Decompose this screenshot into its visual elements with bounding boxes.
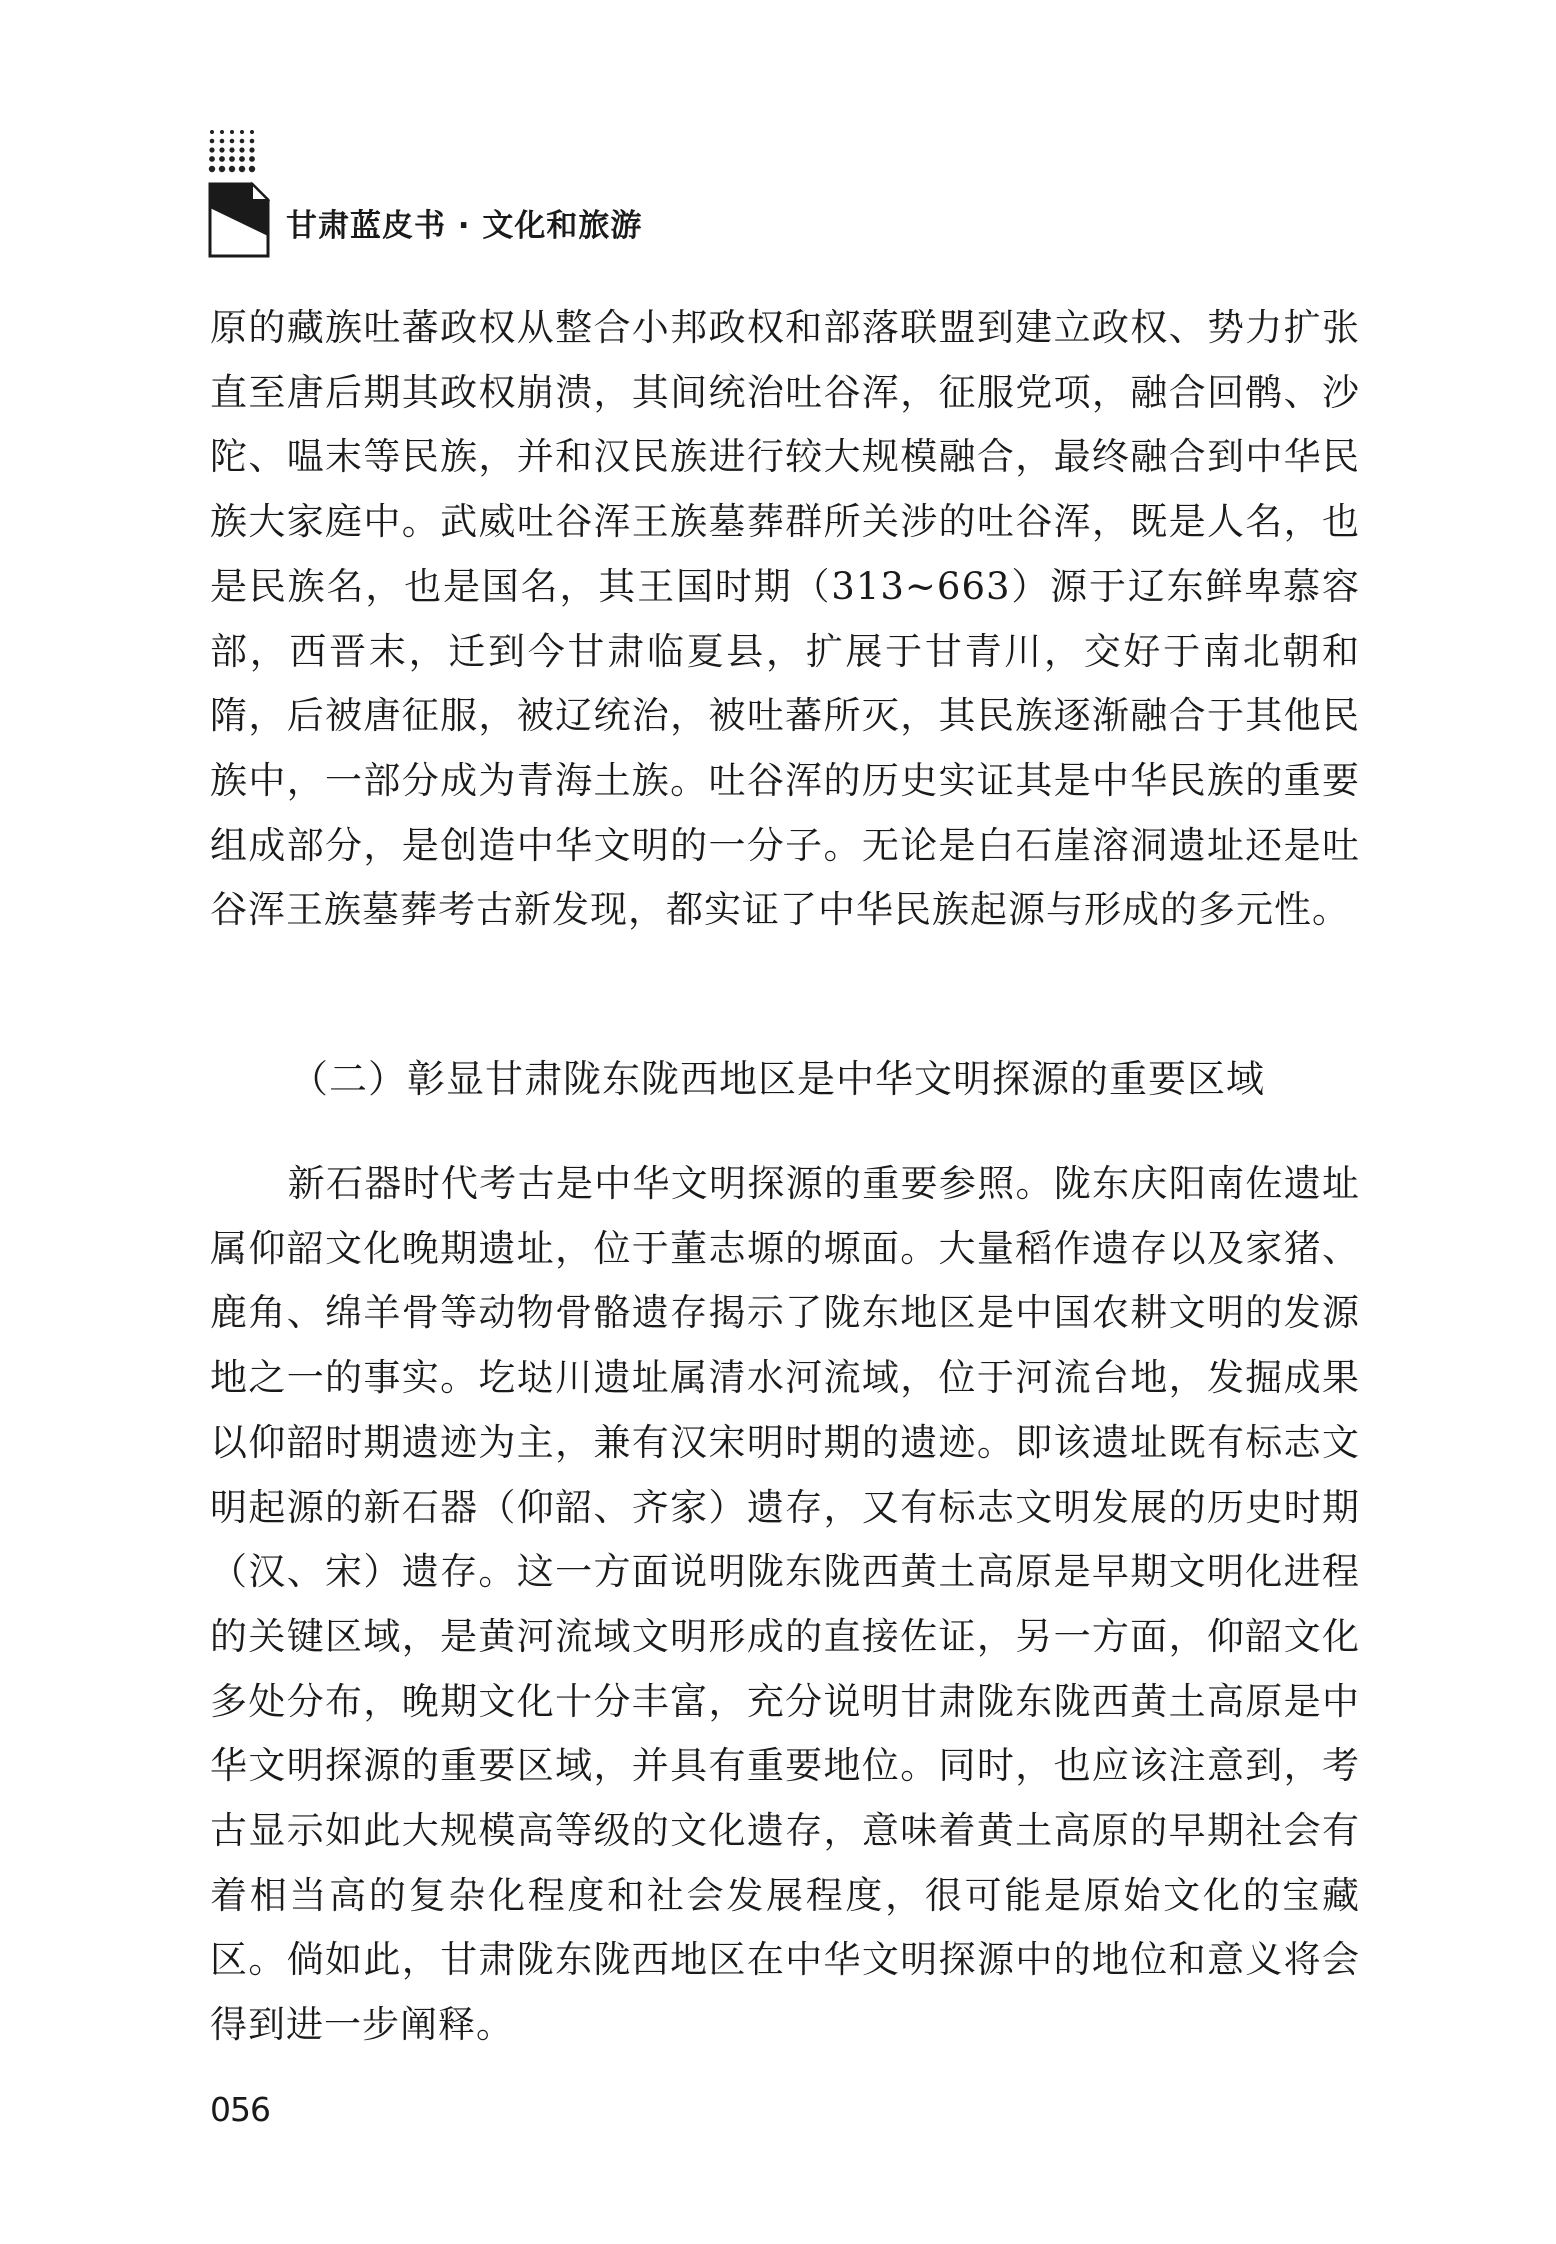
header-title: 甘肃蓝皮书 · 文化和旅游 — [286, 208, 643, 244]
page-number: 056 — [210, 2090, 270, 2129]
book-corner-icon — [208, 180, 270, 258]
body-paragraph-block-2 — [210, 1152, 1360, 2058]
dot-grid-icon — [208, 128, 262, 178]
running-header — [208, 128, 808, 258]
body-paragraph: 新石器时代考古是中华文明探源的重要参照。陇东庆阳南佐遗址属仰韶文化晚期遗址，位于董志塬的塬面。大量稻作遗存以及家猪、鹿角、绵羊骨等动物骨骼遗存揭示了陇东地区是中国农耕文明的发源地之一的事实。圪垯川遗址属清水河流域，位于河流台地，发掘成果以仰韶时期遗迹为主，兼有汉宋明时期的遗迹。即该遗址既有标志文明起源的新石器（仰韶、齐家）遗存，又有标志文明发展的历史时期（汉、宋）遗存。这一方面说明陇东陇西黄土高原是早期文明化进程的关键区域，是黄河流域文明形成的直接佐证，另一方面，仰韶文化多处分布，晚期文化十分丰富，充分说明甘肃陇东陇西黄土高原是中华文明探源的重要区域，并具有重要地位。同时，也应该注意到，考古显示如此大规模高等级的文化遗存，意味着黄土高原的早期社会有着相当高的复杂化程度和社会发展程度，很可能是原始文化的宝藏区。倘如此，甘肃陇东陇西地区在中华文明探源中的地位和意义将会得到进一步阐释。 — [210, 1162, 1360, 2047]
body-paragraph: 原的藏族吐蕃政权从整合小邦政权和部落联盟到建立政权、势力扩张直至唐后期其政权崩溃，其间统治吐谷浑，征服党项，融合回鹘、沙陀、嗢末等民族，并和汉民族进行较大规模融合，最终融合到中华民族大家庭中。武威吐谷浑王族墓葬群所关涉的吐谷浑，既是人名，也是民族名，也是国名，其王国时期（313~663）源于辽东鲜卑慕容部，西晋末，迁到今甘肃临夏县，扩展于甘青川，交好于南北朝和隋，后被唐征服，被辽统治，被吐蕃所灭，其民族逐渐融合于其他民族中，一部分成为青海土族。吐谷浑的历史实证其是中华民族的重要组成部分，是创造中华文明的一分子。无论是白石崖溶洞遗址还是吐谷浑王族墓葬考古新发现，都实证了中华民族起源与形成的多元性。 — [210, 306, 1360, 932]
section-heading: （二）彰显甘肃陇东陇西地区是中华文明探源的重要区域 — [290, 1057, 1266, 1101]
body-paragraph-block-1 — [210, 296, 1360, 943]
